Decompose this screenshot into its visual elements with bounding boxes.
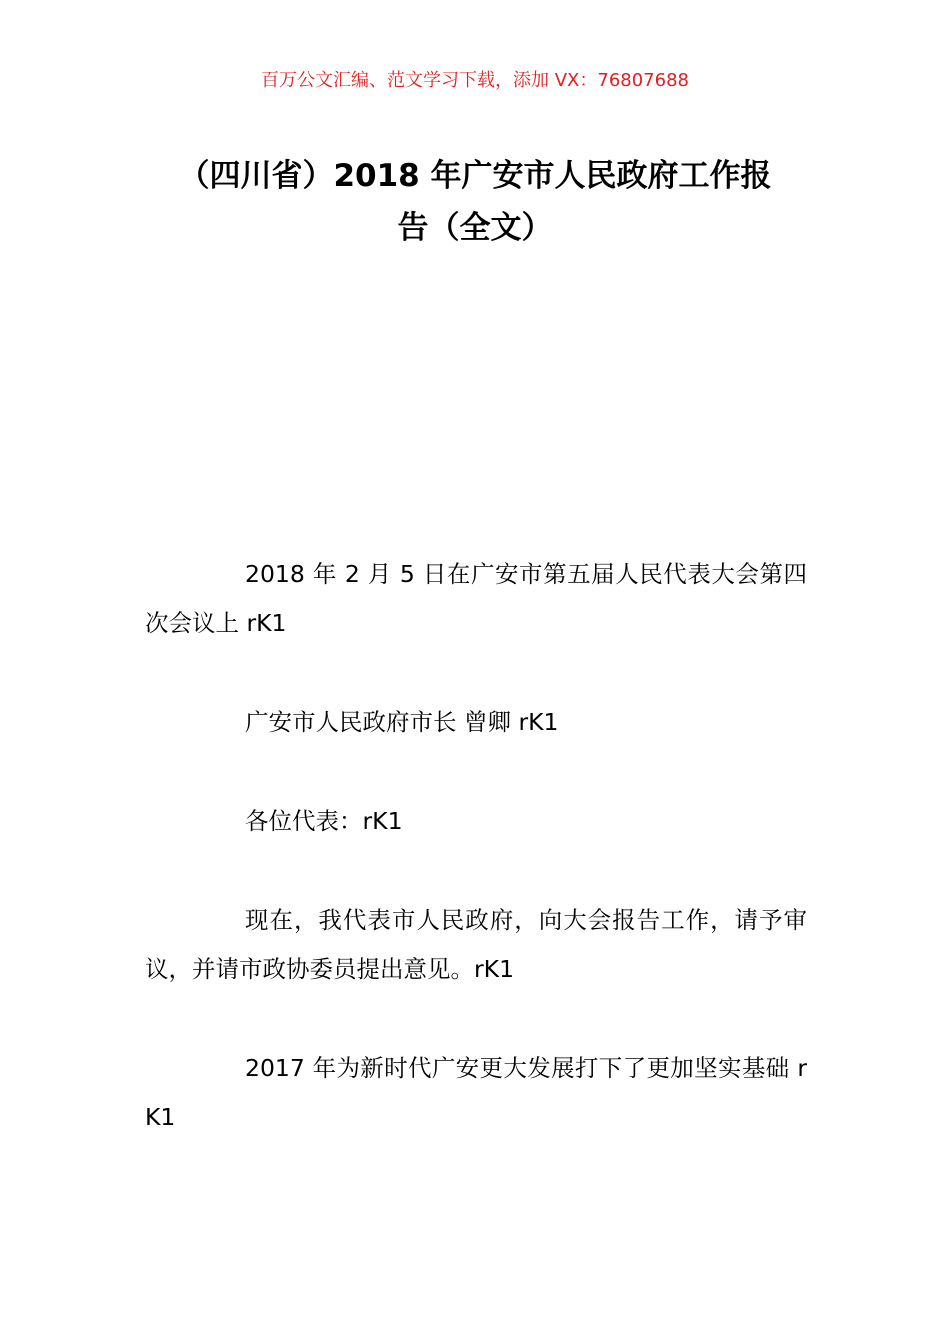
- header-note: 百万公文汇编、范文学习下载，添加 VX：76807688: [261, 70, 689, 91]
- title-line-2: 告（全文）: [397, 210, 553, 246]
- document-title: [145, 150, 805, 254]
- paragraph-speaker: 广安市人民政府市长 曾卿 rK1: [245, 708, 559, 736]
- paragraph-intro: 现在，我代表市人民政府，向大会报告工作，请予审议，并请市政协委员提出意见。rK1: [145, 906, 807, 983]
- paragraph-section-heading: 2017 年为新时代广安更大发展打下了更加坚实基础 rK1: [145, 1054, 807, 1131]
- title-line-1: （四川省）2018 年广安市人民政府工作报: [178, 158, 772, 194]
- document-body: [145, 550, 807, 1142]
- paragraph-meeting-date: 2018 年 2 月 5 日在广安市第五届人民代表大会第四次会议上 rK1: [145, 560, 807, 637]
- paragraph-salutation: 各位代表：rK1: [245, 807, 403, 835]
